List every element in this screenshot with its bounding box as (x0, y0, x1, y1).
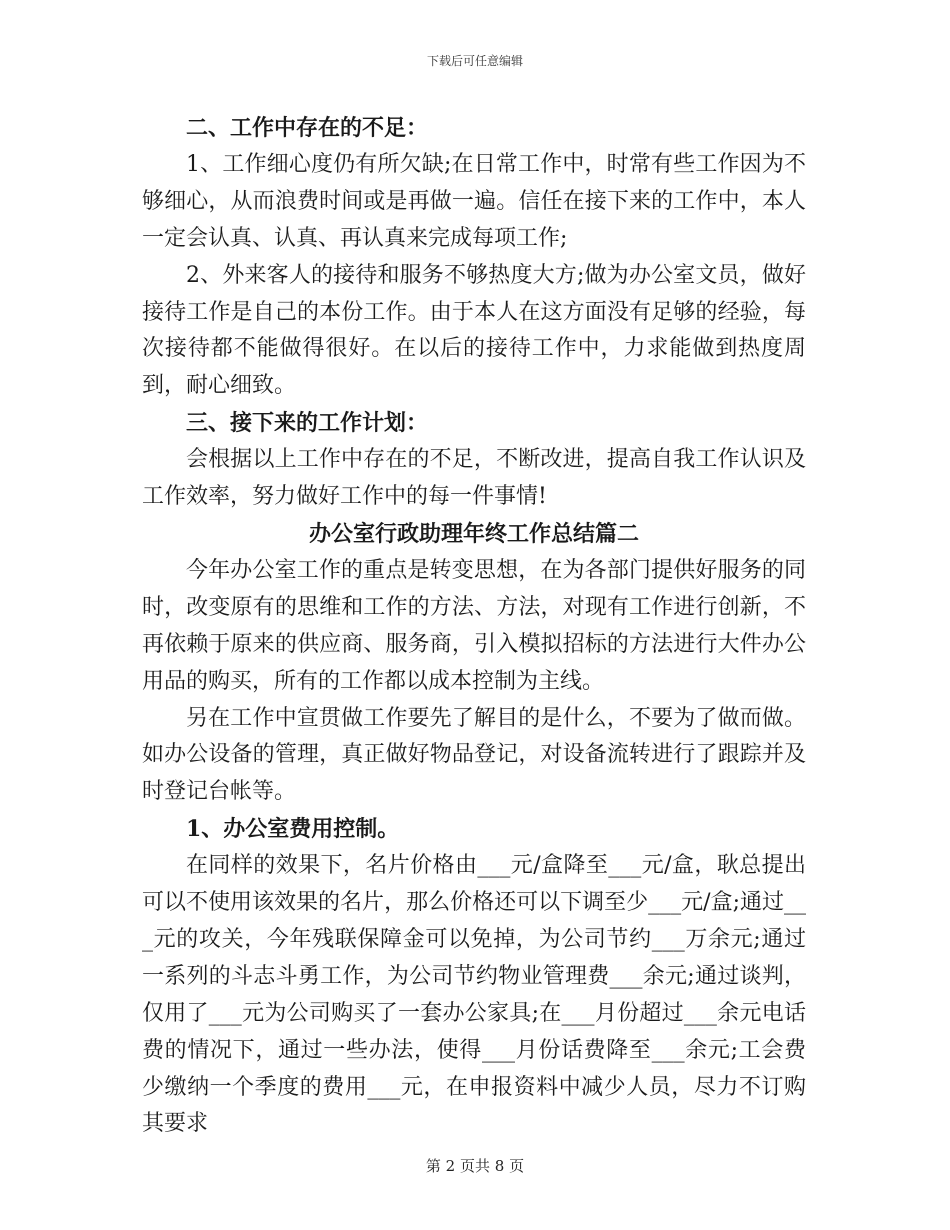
paragraph-shortcoming-2: 2、外来客人的接待和服务不够热度大方;做为办公室文员，做好接待工作是自己的本份工作。由于本人在这方面没有足够的经验，每次接待都不能做得很好。在以后的接待工作中，力求能做到热度周到，耐心细致。 (142, 262, 806, 399)
section-heading-shortcomings: 二、工作中存在的不足： (186, 115, 429, 141)
paragraph-shortcoming-1: 1、工作细心度仍有所欠缺;在日常工作中，时常有些工作因为不够细心，从而浪费时间或是再做一遍。信任在接下来的工作中，本人一定会认真、认真、再认真来完成每项工作; (142, 151, 806, 251)
paragraph-cost-details: 在同样的效果下，名片价格由___元/盒降至___元/盒，耿总提出可以不使用该效果的名片，那么价格还可以下调至少___元/盒;通过___元的攻关，今年残联保障金可以免掉，为公司节约___万余元;通过一系列的斗志斗勇工作，为公司节约物业管理费___余元;通过谈判，仅用了___元为公司购买了一套办公家具;在___月份超过___余元电话费的情况下，通过一些办法，使得___月份话费降至___余元;工会费少缴纳一个季度的费用___元，在申报资料中减少人员，尽力不订购其要求 (142, 853, 806, 1137)
section-heading-cost-control: 1、办公室费用控制。 (186, 816, 400, 843)
page-footer: 第 2 页共 8 页 (425, 1157, 525, 1175)
document-body (142, 110, 806, 1143)
paragraph-plan: 会根据以上工作中存在的不足，不断改进，提高自我工作认识及工作效率，努力做好工作中的每一件事情! (142, 447, 806, 510)
article-title: 办公室行政助理年终工作总结篇二 (308, 520, 639, 547)
paragraph-focus: 今年办公室工作的重点是转变思想，在为各部门提供好服务的同时，改变原有的思维和工作的方法、方法，对现有工作进行创新，不再依赖于原来的供应商、服务商，引入模拟招标的方法进行大件办公用品的购买，所有的工作都以成本控制为主线。 (142, 557, 806, 694)
page-header: 下载后可任意编辑 (426, 54, 523, 68)
paragraph-purpose: 另在工作中宣贯做工作要先了解目的是什么，不要为了做而做。如办公设备的管理，真正做好物品登记，对设备流转进行了跟踪并及时登记台帐等。 (142, 705, 806, 805)
section-heading-plan: 三、接下来的工作计划： (186, 410, 429, 437)
